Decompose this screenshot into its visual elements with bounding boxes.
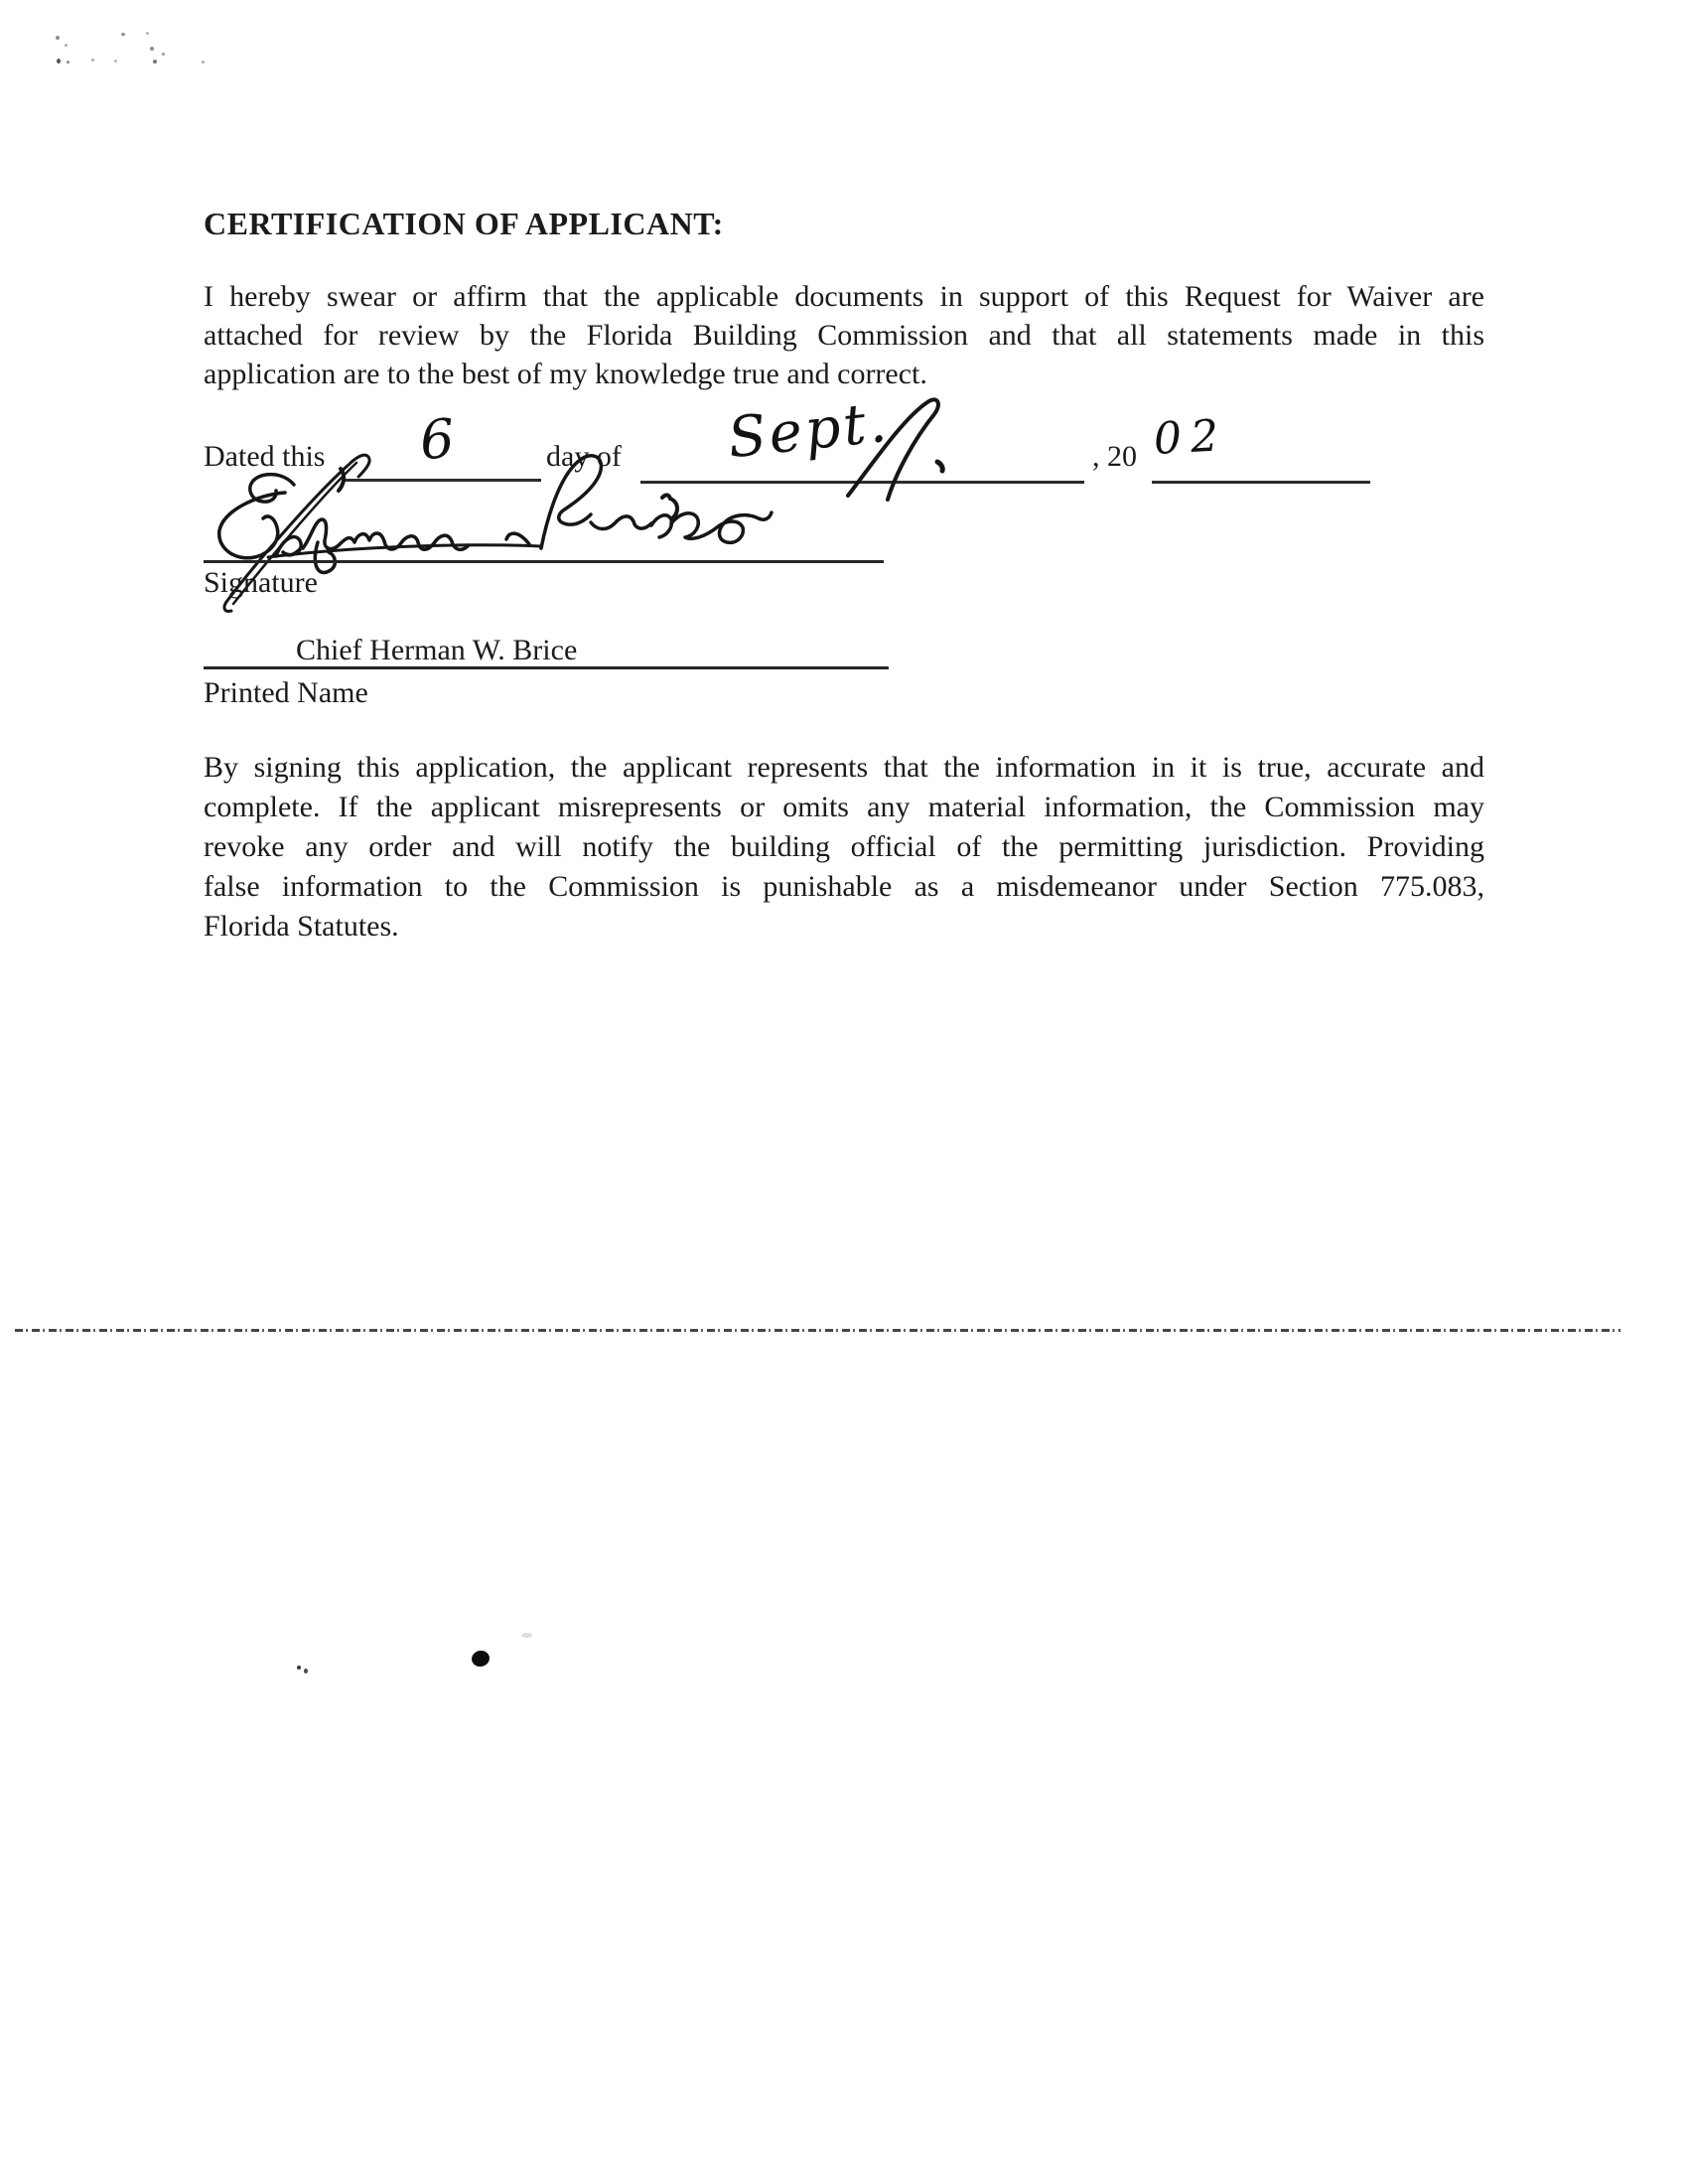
year-prefix-label: , 20	[1092, 440, 1137, 473]
printed-name-line	[204, 634, 889, 669]
pen-flourish	[834, 390, 963, 510]
paragraph-line: complete. If the applicant misrepresents or omits any material information, the Commission may	[204, 791, 1484, 823]
affirmation-paragraph	[204, 277, 1484, 393]
scan-speck	[304, 1669, 308, 1674]
page-divider-dashed	[15, 1329, 1620, 1332]
paragraph-line: false information to the Commission is punishable as a misdemeanor under Section 775.083,	[204, 870, 1484, 903]
page-title: CERTIFICATION OF APPLICANT:	[204, 206, 724, 241]
year-field	[1152, 410, 1370, 484]
paragraph-line: Florida Statutes.	[204, 910, 399, 943]
handwritten-day: 6	[417, 406, 457, 473]
day-of-label: day of	[546, 440, 622, 473]
printed-name-value: Chief Herman W. Brice	[296, 634, 578, 666]
scan-speck	[297, 1666, 301, 1670]
handwritten-month: Sept.	[725, 389, 893, 472]
ink-dot	[471, 1649, 492, 1668]
signature-label: Signature	[204, 566, 318, 599]
signature-line	[204, 560, 884, 563]
paragraph-line: I hereby swear or affirm that the applicable documents in support of this Request for Waiver are	[204, 280, 1484, 313]
paragraph-line: application are to the best of my knowledge true and correct.	[204, 358, 927, 390]
paragraph-line: revoke any order and will notify the building official of the permitting jurisdiction. Providing	[204, 830, 1484, 863]
scan-speck	[521, 1633, 532, 1638]
handwritten-year: 02	[1152, 410, 1229, 465]
paragraph-line: By signing this application, the applicant represents that the information in it is true, accurate and	[204, 751, 1484, 784]
dated-this-label: Dated this	[204, 440, 326, 473]
printed-name-label: Printed Name	[204, 676, 368, 709]
paragraph-line: attached for review by the Florida Building Commission and that all statements made in this	[204, 319, 1484, 352]
representation-paragraph	[204, 748, 1484, 946]
